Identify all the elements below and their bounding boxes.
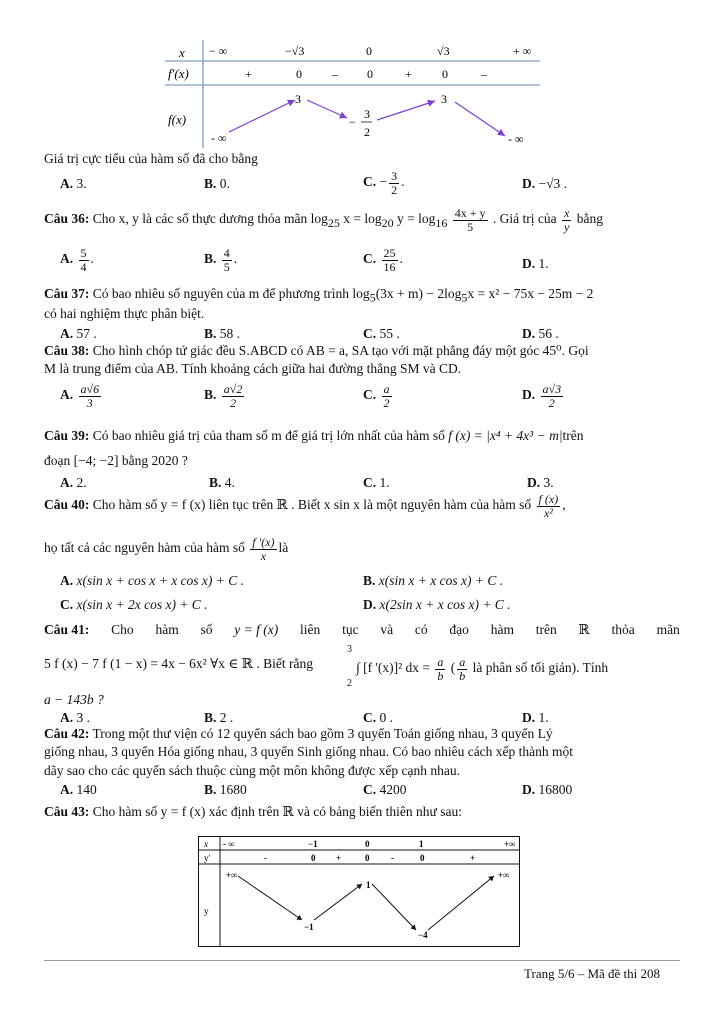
t2-x-4: +∞: [504, 839, 516, 849]
q40-line1: Câu 40: Cho hàm số y = f (x) liên tục trên ℝ . Biết x sin x là một nguyên hàm của hàm số $\frac{f (x)}{\text{x²}}$ ,: [44, 492, 566, 520]
t1-x-1: −√3: [285, 44, 305, 58]
q35-option-c: C. − $\frac{3}{2}$ .: [363, 169, 405, 197]
t2-yp-0: -: [264, 853, 267, 863]
q41-option-b: B. 2 .: [204, 710, 234, 725]
t1-f-label: f(x): [168, 112, 187, 127]
t1-f-3: 3: [441, 92, 447, 106]
t2-y-3: −4: [418, 930, 428, 940]
t2-x-label: x: [204, 839, 208, 849]
q38-option-d: D. $\frac{a√3}{2}$: [522, 382, 562, 410]
page-footer: Trang 5/6 – Mã đề thi 208: [524, 966, 661, 981]
t1-x-3: √3: [437, 44, 450, 58]
q40-option-b: B. x(sin x + x cos x) + C .: [363, 573, 504, 588]
q38-option-a: A. $\frac{a√6}{3}$: [60, 382, 100, 410]
q42-option-b: B. 1680: [204, 782, 247, 797]
t2-arrow-1: [238, 876, 302, 920]
q37-option-b: B. 58 .: [204, 326, 241, 341]
q40-option-d: D. x(2sin x + x cos x) + C .: [363, 597, 511, 612]
t1-f-min-sign: −: [349, 115, 356, 129]
q35-option-d: D. −√3 .: [522, 176, 568, 191]
t1-fp-1: 0: [296, 67, 302, 81]
t2-yp-1: 0: [311, 853, 316, 863]
t1-f-min-den: 2: [364, 125, 370, 139]
t1-f-0: - ∞: [211, 131, 227, 145]
q37-line2: có hai nghiệm thực phân biệt.: [44, 306, 205, 321]
q43-stem: Câu 43: Cho hàm số y = f (x) xác định trên ℝ và có bảng biến thiên như sau:: [44, 804, 462, 819]
t1-arrow-down-2: [455, 102, 505, 136]
q41-integral: ∫ [f '(x)]² dx = $\frac{a}{b}$ ( $\frac{a}{b}$ là phân số tối giản). Tính: [356, 655, 609, 683]
q39-option-a: A. 2.: [60, 475, 87, 490]
t1-arrow-down-1: [307, 100, 347, 118]
q42-line1: Câu 42: Trong một thư viện có 12 quyển sách bao gồm 3 quyển Toán giống nhau, 3 quyển Lý: [44, 726, 553, 741]
q41-option-c: C. 0 .: [363, 710, 393, 725]
t1-x-2: 0: [366, 44, 372, 58]
t1-fp-6: –: [481, 67, 487, 81]
t2-yp-label: y': [204, 853, 211, 863]
t1-fp-0: +: [245, 67, 252, 81]
t2-yp-3: 0: [365, 853, 370, 863]
q38-option-b: B. $\frac{a√2}{2}$: [204, 382, 243, 410]
t2-x-0: - ∞: [223, 839, 235, 849]
t1-x-4: + ∞: [513, 44, 532, 58]
t2-yp-2: +: [336, 853, 342, 863]
q37-option-c: C. 55 .: [363, 326, 400, 341]
q40-option-c: C. x(sin x + 2x cos x) + C .: [60, 597, 208, 612]
t1-fp-2: –: [332, 67, 338, 81]
t1-fp-label: f'(x): [168, 66, 189, 81]
q42-option-d: D. 16800: [522, 782, 573, 797]
t1-x-label: x: [179, 45, 185, 60]
t1-arrow-up-1: [229, 100, 295, 132]
t2-yp-4: -: [391, 853, 394, 863]
q42-option-c: C. 4200: [363, 782, 407, 797]
t1-f-4: - ∞: [508, 132, 524, 146]
t2-x-2: 0: [365, 839, 370, 849]
q37-option-a: A. 57 .: [60, 326, 97, 341]
q39-line1: Câu 39: Có bao nhiêu giá trị của tham số m để giá trị lớn nhất của hàm số f (x) = |x⁴ + 4x³ − m|trên: [44, 428, 584, 443]
q39-line2: đoạn [−4; −2] bằng 2020 ?: [44, 453, 188, 468]
t2-x-1: −1: [308, 839, 318, 849]
q39-option-b: B. 4.: [209, 475, 235, 490]
q41-option-a: A. 3 .: [60, 710, 90, 725]
q35-option-a: A. 3.: [60, 176, 87, 191]
q35-stem: Giá trị cực tiểu của hàm số đã cho bằng: [44, 151, 258, 166]
q35-option-b: B. 0.: [204, 176, 230, 191]
q36-stem: Câu 36: Cho x, y là các số thực dương thỏa mãn $\log_{25} x = \log_{20} y = \log_{16}$ $\frac{4x + y}{5}$ . Giá trị của $\frac{x}{y}$ bằng: [44, 206, 603, 234]
q36-option-c: C. $\frac{25}{16}$ .: [363, 246, 403, 274]
q36-option-b: B. $\frac{4}{5}$ .: [204, 246, 238, 274]
t2-y-1: −1: [304, 922, 314, 932]
t2-arrow-3: [372, 884, 416, 930]
q41-option-d: D. 1.: [522, 710, 549, 725]
q42-line3: dãy sao cho các quyển sách thuộc cùng một môn không được xếp cạnh nhau.: [44, 763, 460, 778]
q38-line1: Câu 38: Cho hình chóp tứ giác đều S.ABCD có AB = a, SA tạo với mặt phẳng đáy một góc 45⁰. Gọi: [44, 343, 589, 358]
q39-option-c: C. 1.: [363, 475, 390, 490]
q41-line1: Câu 41: Cho hàm số y = f (x) liên tục và có đạo hàm trên ℝ thỏa mãn: [44, 622, 680, 637]
q39-option-d: D. 3.: [527, 475, 554, 490]
t2-yp-5: 0: [420, 853, 425, 863]
t2-arrow-2: [314, 884, 362, 920]
t2-arrow-4: [428, 876, 494, 930]
footer-rule: [44, 960, 680, 961]
t1-f-1: 3: [295, 92, 301, 106]
q40-line2: họ tất cả các nguyên hàm của hàm số $\frac{f '(x)}{x}$ là: [44, 535, 289, 563]
q36-option-d: D. 1.: [522, 256, 549, 271]
variation-table-1: [165, 40, 545, 150]
q41-int-upper: 3: [347, 644, 352, 655]
q40-option-a: A. x(sin x + cos x + x cos x) + C .: [60, 573, 245, 588]
t2-y-4: +∞: [498, 870, 510, 880]
t2-x-3: 1: [419, 839, 424, 849]
q41-line3: a − 143b ?: [44, 692, 104, 707]
q41-line2a: 5 f (x) − 7 f (1 − x) = 4x − 6x² ∀x ∈ ℝ . Biết rằng: [44, 656, 313, 671]
t2-y-label: y: [204, 906, 209, 916]
t1-fp-3: 0: [367, 67, 373, 81]
t1-f-min-num: 3: [364, 107, 370, 121]
t1-x-0: − ∞: [209, 44, 228, 58]
t2-y-2: 1: [366, 880, 371, 890]
t1-fp-4: +: [405, 67, 412, 81]
q38-option-c: C. $\frac{a}{2}$: [363, 382, 390, 410]
q42-option-a: A. 140: [60, 782, 97, 797]
t2-y-0: +∞: [226, 870, 238, 880]
t1-arrow-up-2: [377, 101, 435, 120]
t2-yp-6: +: [470, 853, 476, 863]
q37-stem: Câu 37: Có bao nhiêu số nguyên của m để phương trình $\log_5(3x + m) - 2\log_5x = x^2 - 75x - 25m - 2$: [44, 286, 594, 305]
q41-int-lower: 2: [347, 678, 352, 689]
q37-option-d: D. 56 .: [522, 326, 559, 341]
q42-line2: giống nhau, 3 quyển Hóa giống nhau, 3 quyển Sinh giống nhau. Có bao nhiêu cách xếp thành một: [44, 744, 574, 759]
t1-fp-5: 0: [442, 67, 448, 81]
q36-option-a: A. $\frac{5}{4}$ .: [60, 246, 94, 274]
variation-table-2: [198, 836, 522, 948]
q38-line2: M là trung điểm của AB. Tính khoảng cách giữa hai đường thẳng SM và CD.: [44, 361, 462, 376]
